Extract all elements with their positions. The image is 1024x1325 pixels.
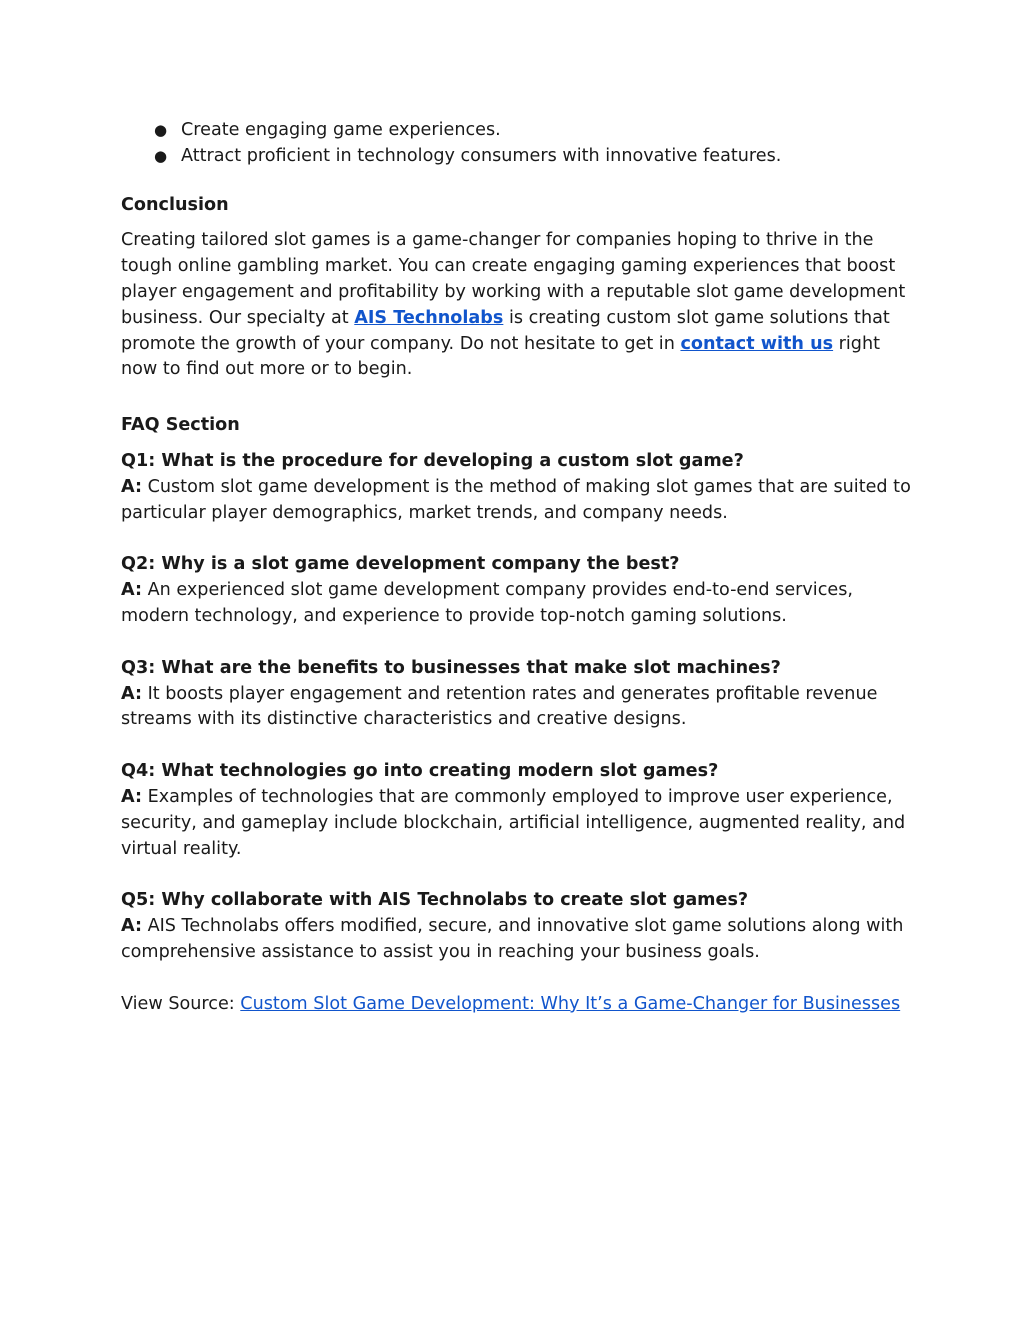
- bullet-icon: ●: [154, 146, 168, 165]
- answer-text: Examples of technologies that are commonly employed to improve user experience, security, and gameplay include blockchain, artificial intelligence, augmented reality, and virtual reality.: [121, 786, 906, 859]
- answer-text: AIS Technolabs offers modified, secure, and innovative slot game solutions along with comprehensive assistance to assist you in reaching your business goals.: [121, 916, 904, 962]
- faq-answer: [121, 785, 914, 862]
- bullet-item: [121, 118, 914, 144]
- contact-us-link[interactable]: contact with us: [680, 333, 834, 354]
- answer-label: A:: [121, 683, 142, 704]
- view-source-label: View Source:: [121, 993, 241, 1014]
- answer-label: A:: [121, 476, 142, 497]
- answer-text: An experienced slot game development company provides end-to-end services, modern technology, and experience to provide top-notch gaming solutions.: [121, 580, 853, 626]
- faq-question: Q1: What is the procedure for developing a custom slot game?: [121, 450, 744, 471]
- faq-item: [121, 656, 914, 733]
- answer-text: Custom slot game development is the method of making slot games that are suited to particular player demographics, market trends, and company needs.: [121, 476, 911, 523]
- answer-text: It boosts player engagement and retention rates and generates profitable revenue streams with its distinctive characteristics and creative designs.: [121, 683, 878, 730]
- view-source-line: [121, 992, 914, 1018]
- conclusion-text: right now to find out more or to begin.: [121, 333, 881, 380]
- faq-item: [121, 888, 914, 965]
- faq-question: Q4: What technologies go into creating modern slot games?: [121, 761, 719, 782]
- bullet-item: [121, 144, 914, 170]
- bullet-icon: ●: [154, 121, 168, 139]
- bullet-text: Create engaging game experiences.: [181, 120, 501, 140]
- conclusion-text: is creating custom slot game solutions that promote the growth of your company. Do not hesitate to get in: [121, 307, 890, 354]
- answer-label: A:: [121, 580, 142, 601]
- conclusion-text: Creating tailored slot games is a game-changer for companies hoping to thrive in the tough online gambling market. You can create engaging gaming experiences that boost player engagement and profitability by working with a reputable slot game development business. Our specialty at: [121, 230, 906, 328]
- faq-question: Q5: Why collaborate with AIS Technolabs to create slot games?: [121, 890, 749, 911]
- bullet-text: Attract proficient in technology consumers with innovative features.: [181, 145, 782, 166]
- faq-heading: FAQ Section: [121, 415, 240, 436]
- faq-answer: [121, 578, 914, 630]
- conclusion-heading: Conclusion: [121, 194, 229, 215]
- feature-bullet-list: [121, 118, 914, 170]
- faq-item: [121, 552, 914, 629]
- faq-question: Q3: What are the benefits to businesses that make slot machines?: [121, 657, 781, 678]
- ais-technolabs-link[interactable]: AIS Technolabs: [354, 307, 504, 328]
- faq-answer: [121, 475, 914, 527]
- faq-answer: [121, 914, 914, 966]
- conclusion-paragraph: [121, 228, 914, 383]
- faq-answer: [121, 682, 914, 734]
- faq-item: [121, 759, 914, 862]
- answer-label: A:: [121, 916, 142, 937]
- faq-question: Q2: Why is a slot game development company the best?: [121, 554, 680, 575]
- faq-item: [121, 449, 914, 526]
- view-source-link[interactable]: Custom Slot Game Development: Why It’s a Game-Changer for Businesses: [240, 993, 901, 1014]
- answer-label: A:: [121, 786, 142, 807]
